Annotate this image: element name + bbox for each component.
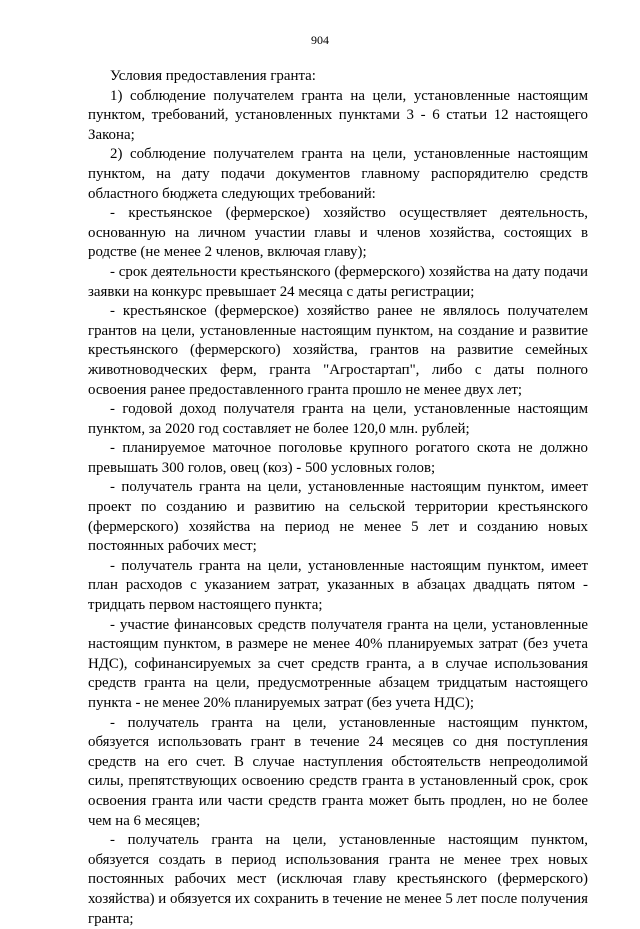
- paragraph-requirement-usage-term: - получатель гранта на цели, установленные настоящим пунктом, обязуется использовать грант в течение 24 месяцев со дня поступления средств на его счет. В случае наступления обстоятельств непреодолимой силы, препятствующих освоению средств гранта в установленный срок, срок освоения гранта или части средств гранта может быть продлен, но не более чем на 6 месяцев;: [88, 714, 588, 829]
- paragraph-requirement-family: - крестьянское (фермерское) хозяйство осуществляет деятельность, основанную на личном участии главы и членов хозяйства, состоящих в родстве (не менее 2 членов, включая главу);: [88, 205, 588, 261]
- paragraph-item-1: 1) соблюдение получателем гранта на цели, установленные настоящим пунктом, требований, установленных пунктами 3 - 6 статьи 12 настоящего Закона;: [88, 87, 588, 143]
- paragraph-requirement-cofinancing: - участие финансовых средств получателя гранта на цели, установленные настоящим пунктом, в размере не менее 40% планируемых затрат (без учета НДС), софинансируемых за счет средств гранта, а в случае использования средств гранта на цели, предусмотренные абзацем тридцатым настоящего пункта - не менее 20% планируемых затрат (без учета НДС);: [88, 616, 588, 711]
- paragraph-requirement-expense-plan: - получатель гранта на цели, установленные настоящим пунктом, имеет план расходов с указанием затрат, указанных в абзацах двадцать пятом - тридцать первом настоящего пункта;: [88, 557, 588, 614]
- paragraph-item-2: 2) соблюдение получателем гранта на цели, установленные настоящим пунктом, на дату подачи документов главному распорядителю средств областного бюджета следующих требований:: [88, 146, 588, 202]
- paragraph-heading: Условия предоставления гранта:: [110, 68, 316, 84]
- paragraph-requirement-previous-grants: - крестьянское (фермерское) хозяйство ранее не являлось получателем грантов на цели, установленные настоящим пунктом, на создание и развитие крестьянского (фермерского) хозяйства, грантов на развитие семейных животноводческих ферм, гранта "Агростартап", либо с даты полного освоения ранее предоставленного гранта прошло не менее двух лет;: [88, 303, 588, 398]
- paragraph-requirement-term: - срок деятельности крестьянского (фермерского) хозяйства на дату подачи заявки на конкурс превышает 24 месяца с даты регистрации;: [88, 263, 588, 300]
- document-body: [88, 67, 588, 929]
- paragraph-requirement-livestock: - планируемое маточное поголовье крупного рогатого скота не должно превышать 300 голов, овец (коз) - 500 условных голов;: [88, 440, 588, 476]
- page-number: 904: [311, 33, 329, 47]
- paragraph-requirement-jobs: - получатель гранта на цели, установленные настоящим пунктом, обязуется создать в период использования гранта не менее трех новых постоянных рабочих мест (исключая главу крестьянского (фермерского) хозяйства) и обязуется их сохранить в течение не менее 5 лет после получения гранта;: [88, 832, 588, 927]
- paragraph-requirement-income: - годовой доход получателя гранта на цели, установленные настоящим пунктом, за 2020 год составляет не более 120,0 млн. рублей;: [88, 401, 588, 437]
- paragraph-requirement-project: - получатель гранта на цели, установленные настоящим пунктом, имеет проект по созданию и развитию на сельской территории крестьянского (фермерского) хозяйства на период не менее 5 лет и созданию новых постоянных рабочих мест;: [88, 479, 588, 555]
